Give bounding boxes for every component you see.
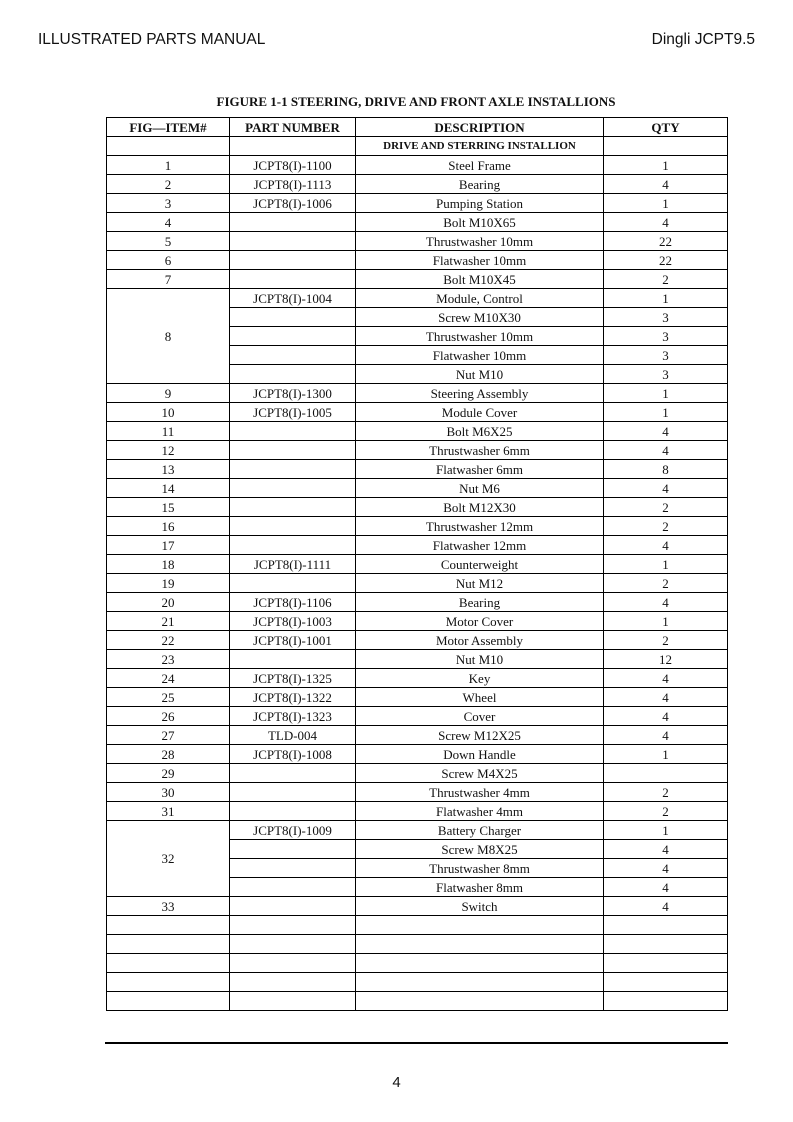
column-header-description: DESCRIPTION — [356, 118, 604, 137]
cell-fig-item: 19 — [107, 574, 230, 593]
cell-description: Motor Assembly — [356, 631, 604, 650]
cell-description — [356, 935, 604, 954]
table-row — [107, 783, 728, 802]
table-row — [107, 916, 728, 935]
cell-fig-item: 22 — [107, 631, 230, 650]
cell-qty: 2 — [604, 783, 728, 802]
cell-description — [356, 954, 604, 973]
table-row — [107, 213, 728, 232]
table-row — [107, 555, 728, 574]
cell-description: Module, Control — [356, 289, 604, 308]
table-row — [107, 688, 728, 707]
cell-description: Down Handle — [356, 745, 604, 764]
table-row — [107, 175, 728, 194]
cell-qty — [604, 992, 728, 1011]
cell-part-number: JCPT8(I)-1008 — [230, 745, 356, 764]
section-row — [107, 137, 728, 156]
cell-part-number — [230, 916, 356, 935]
column-header-qty: QTY — [604, 118, 728, 137]
cell-qty: 4 — [604, 859, 728, 878]
cell-qty: 4 — [604, 175, 728, 194]
cell-description: Bearing — [356, 593, 604, 612]
cell-fig-item: 23 — [107, 650, 230, 669]
cell-qty: 2 — [604, 631, 728, 650]
cell-qty: 2 — [604, 574, 728, 593]
cell-part-number — [230, 935, 356, 954]
table-row — [107, 631, 728, 650]
cell-part-number: JCPT8(I)-1111 — [230, 555, 356, 574]
cell-fig-item: 31 — [107, 802, 230, 821]
cell-fig-item — [107, 973, 230, 992]
cell-fig-item — [107, 916, 230, 935]
cell-part-number — [230, 270, 356, 289]
table-row — [107, 745, 728, 764]
cell-qty: 3 — [604, 308, 728, 327]
cell-qty: 3 — [604, 365, 728, 384]
cell-part-number — [230, 992, 356, 1011]
cell-part-number: JCPT8(I)-1003 — [230, 612, 356, 631]
parts-table — [106, 117, 728, 1011]
cell-fig-item: 4 — [107, 213, 230, 232]
section-empty-cell — [230, 137, 356, 156]
cell-description — [356, 916, 604, 935]
table-row — [107, 707, 728, 726]
cell-qty: 3 — [604, 327, 728, 346]
cell-part-number — [230, 213, 356, 232]
cell-qty: 1 — [604, 612, 728, 631]
table-row — [107, 821, 728, 840]
column-header-part-number: PART NUMBER — [230, 118, 356, 137]
cell-description: Flatwasher 8mm — [356, 878, 604, 897]
column-header-fig-item: FIG—ITEM# — [107, 118, 230, 137]
cell-fig-item: 33 — [107, 897, 230, 916]
cell-fig-item: 32 — [107, 821, 230, 897]
cell-fig-item: 20 — [107, 593, 230, 612]
cell-qty: 4 — [604, 707, 728, 726]
cell-part-number: JCPT8(I)-1006 — [230, 194, 356, 213]
cell-qty — [604, 954, 728, 973]
cell-qty: 4 — [604, 688, 728, 707]
cell-description: Thrustwasher 12mm — [356, 517, 604, 536]
cell-qty: 4 — [604, 840, 728, 859]
cell-part-number — [230, 441, 356, 460]
cell-fig-item: 25 — [107, 688, 230, 707]
cell-qty: 4 — [604, 593, 728, 612]
cell-part-number — [230, 878, 356, 897]
cell-qty: 2 — [604, 270, 728, 289]
cell-fig-item — [107, 935, 230, 954]
cell-description — [356, 973, 604, 992]
cell-description: Bolt M10X65 — [356, 213, 604, 232]
cell-description: Battery Charger — [356, 821, 604, 840]
table-row — [107, 802, 728, 821]
cell-fig-item: 12 — [107, 441, 230, 460]
cell-qty: 4 — [604, 479, 728, 498]
cell-description: Wheel — [356, 688, 604, 707]
cell-fig-item: 17 — [107, 536, 230, 555]
cell-qty: 4 — [604, 669, 728, 688]
table-row — [107, 270, 728, 289]
cell-qty: 4 — [604, 536, 728, 555]
cell-description: Flatwasher 10mm — [356, 346, 604, 365]
cell-fig-item: 3 — [107, 194, 230, 213]
cell-description: Bolt M12X30 — [356, 498, 604, 517]
cell-qty: 1 — [604, 403, 728, 422]
cell-qty: 8 — [604, 460, 728, 479]
cell-description: Flatwasher 6mm — [356, 460, 604, 479]
cell-part-number — [230, 346, 356, 365]
cell-fig-item — [107, 992, 230, 1011]
table-row — [107, 669, 728, 688]
cell-qty: 22 — [604, 251, 728, 270]
cell-description: Switch — [356, 897, 604, 916]
cell-description: Thrustwasher 4mm — [356, 783, 604, 802]
table-row — [107, 251, 728, 270]
cell-description: Screw M8X25 — [356, 840, 604, 859]
cell-part-number: JCPT8(I)-1106 — [230, 593, 356, 612]
cell-fig-item: 9 — [107, 384, 230, 403]
cell-part-number — [230, 859, 356, 878]
cell-part-number — [230, 574, 356, 593]
cell-fig-item: 26 — [107, 707, 230, 726]
table-row — [107, 194, 728, 213]
cell-qty: 1 — [604, 384, 728, 403]
cell-description: Steel Frame — [356, 156, 604, 175]
cell-fig-item: 7 — [107, 270, 230, 289]
cell-description: Nut M10 — [356, 650, 604, 669]
table-row — [107, 992, 728, 1011]
cell-qty — [604, 973, 728, 992]
cell-qty — [604, 916, 728, 935]
cell-fig-item: 11 — [107, 422, 230, 441]
cell-qty: 2 — [604, 498, 728, 517]
cell-qty: 4 — [604, 441, 728, 460]
cell-description: Counterweight — [356, 555, 604, 574]
cell-part-number: JCPT8(I)-1009 — [230, 821, 356, 840]
cell-description: Bolt M6X25 — [356, 422, 604, 441]
cell-qty: 4 — [604, 213, 728, 232]
cell-description: Thrustwasher 10mm — [356, 327, 604, 346]
table-row — [107, 232, 728, 251]
cell-part-number: JCPT8(I)-1325 — [230, 669, 356, 688]
cell-qty: 12 — [604, 650, 728, 669]
cell-part-number — [230, 973, 356, 992]
cell-description: Nut M6 — [356, 479, 604, 498]
cell-part-number — [230, 840, 356, 859]
table-header-row — [107, 118, 728, 137]
cell-qty — [604, 935, 728, 954]
cell-part-number — [230, 897, 356, 916]
cell-description: Thrustwasher 6mm — [356, 441, 604, 460]
cell-part-number — [230, 783, 356, 802]
header-model-name: Dingli JCPT9.5 — [651, 31, 755, 48]
cell-description: Flatwasher 12mm — [356, 536, 604, 555]
table-row — [107, 764, 728, 783]
cell-qty: 4 — [604, 726, 728, 745]
table-row — [107, 574, 728, 593]
cell-part-number — [230, 802, 356, 821]
cell-part-number — [230, 422, 356, 441]
table-row — [107, 289, 728, 308]
cell-fig-item: 18 — [107, 555, 230, 574]
cell-part-number: JCPT8(I)-1113 — [230, 175, 356, 194]
cell-fig-item: 21 — [107, 612, 230, 631]
cell-part-number — [230, 251, 356, 270]
figure-title: FIGURE 1-1 STEERING, DRIVE AND FRONT AXLE INSTALLIONS — [216, 94, 616, 109]
cell-description: Motor Cover — [356, 612, 604, 631]
cell-fig-item: 27 — [107, 726, 230, 745]
table-row — [107, 897, 728, 916]
cell-part-number: JCPT8(I)-1004 — [230, 289, 356, 308]
cell-qty: 22 — [604, 232, 728, 251]
cell-qty: 1 — [604, 289, 728, 308]
cell-fig-item: 29 — [107, 764, 230, 783]
table-row — [107, 156, 728, 175]
parts-table-body — [107, 137, 728, 1011]
header-manual-title: ILLUSTRATED PARTS MANUAL — [38, 31, 266, 48]
table-row — [107, 384, 728, 403]
table-row — [107, 954, 728, 973]
cell-description: Screw M12X25 — [356, 726, 604, 745]
section-empty-cell — [604, 137, 728, 156]
cell-fig-item: 13 — [107, 460, 230, 479]
cell-part-number: JCPT8(I)-1322 — [230, 688, 356, 707]
cell-part-number: JCPT8(I)-1323 — [230, 707, 356, 726]
cell-part-number — [230, 517, 356, 536]
cell-fig-item: 1 — [107, 156, 230, 175]
cell-description: Flatwasher 4mm — [356, 802, 604, 821]
cell-fig-item — [107, 954, 230, 973]
cell-part-number: JCPT8(I)-1100 — [230, 156, 356, 175]
cell-qty: 1 — [604, 745, 728, 764]
cell-qty: 4 — [604, 422, 728, 441]
cell-qty: 1 — [604, 156, 728, 175]
section-label: DRIVE AND STERRING INSTALLION — [356, 137, 604, 156]
table-row — [107, 422, 728, 441]
cell-part-number — [230, 650, 356, 669]
cell-fig-item: 5 — [107, 232, 230, 251]
cell-part-number — [230, 460, 356, 479]
cell-qty: 2 — [604, 517, 728, 536]
cell-qty: 4 — [604, 878, 728, 897]
cell-part-number: JCPT8(I)-1005 — [230, 403, 356, 422]
table-row — [107, 650, 728, 669]
cell-part-number: JCPT8(I)-1300 — [230, 384, 356, 403]
cell-part-number: TLD-004 — [230, 726, 356, 745]
cell-description: Screw M4X25 — [356, 764, 604, 783]
table-row — [107, 460, 728, 479]
cell-fig-item: 16 — [107, 517, 230, 536]
cell-fig-item: 24 — [107, 669, 230, 688]
cell-description: Flatwasher 10mm — [356, 251, 604, 270]
cell-description: Cover — [356, 707, 604, 726]
cell-part-number — [230, 365, 356, 384]
cell-qty: 4 — [604, 897, 728, 916]
cell-qty: 1 — [604, 821, 728, 840]
table-row — [107, 612, 728, 631]
cell-description — [356, 992, 604, 1011]
table-row — [107, 935, 728, 954]
table-row — [107, 593, 728, 612]
cell-part-number — [230, 764, 356, 783]
cell-part-number — [230, 232, 356, 251]
cell-description: Thrustwasher 10mm — [356, 232, 604, 251]
table-row — [107, 517, 728, 536]
table-row — [107, 973, 728, 992]
table-row — [107, 441, 728, 460]
cell-fig-item: 14 — [107, 479, 230, 498]
cell-description: Key — [356, 669, 604, 688]
table-row — [107, 403, 728, 422]
cell-description: Nut M10 — [356, 365, 604, 384]
cell-qty: 2 — [604, 802, 728, 821]
cell-description: Steering Assembly — [356, 384, 604, 403]
cell-fig-item: 6 — [107, 251, 230, 270]
cell-description: Bolt M10X45 — [356, 270, 604, 289]
page-number: 4 — [392, 1074, 401, 1091]
cell-qty: 1 — [604, 194, 728, 213]
cell-description: Thrustwasher 8mm — [356, 859, 604, 878]
cell-description: Module Cover — [356, 403, 604, 422]
cell-fig-item: 2 — [107, 175, 230, 194]
cell-qty: 3 — [604, 346, 728, 365]
cell-part-number — [230, 308, 356, 327]
cell-qty — [604, 764, 728, 783]
cell-part-number — [230, 954, 356, 973]
table-row — [107, 726, 728, 745]
cell-part-number — [230, 536, 356, 555]
cell-fig-item: 15 — [107, 498, 230, 517]
section-empty-cell — [107, 137, 230, 156]
cell-description: Nut M12 — [356, 574, 604, 593]
cell-description: Pumping Station — [356, 194, 604, 213]
cell-part-number: JCPT8(I)-1001 — [230, 631, 356, 650]
cell-fig-item: 8 — [107, 289, 230, 384]
table-row — [107, 479, 728, 498]
cell-description: Screw M10X30 — [356, 308, 604, 327]
cell-description: Bearing — [356, 175, 604, 194]
cell-fig-item: 28 — [107, 745, 230, 764]
table-row — [107, 498, 728, 517]
footer-rule — [105, 1042, 728, 1044]
cell-part-number — [230, 498, 356, 517]
cell-part-number — [230, 327, 356, 346]
cell-qty: 1 — [604, 555, 728, 574]
table-row — [107, 536, 728, 555]
cell-fig-item: 10 — [107, 403, 230, 422]
cell-fig-item: 30 — [107, 783, 230, 802]
cell-part-number — [230, 479, 356, 498]
